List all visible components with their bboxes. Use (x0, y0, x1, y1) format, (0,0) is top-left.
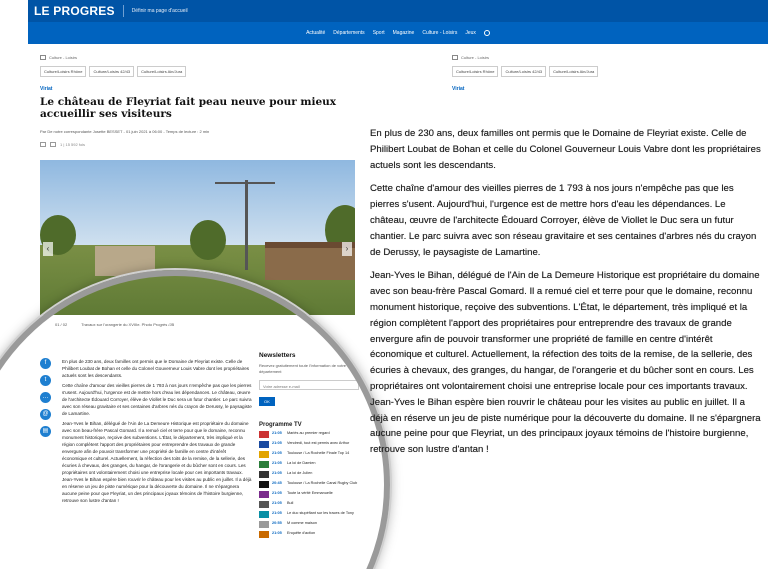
set-homepage-link[interactable]: Définir ma page d'accueil (131, 8, 188, 14)
photo-caption: Travaux sur l'orangerie du XVIIIe. Photo Progrès /JB (81, 322, 175, 327)
photo-prev-icon[interactable]: ‹ (43, 242, 53, 256)
paragraph: Cette chaîne d'amour des vieilles pierres de 1 793 à nos jours n'empêche pas que les pierres s'usent. Aujourd'hui, l'urgence est de mettre hors d'eau les dépendances. Le château, œuvre de l'architecte Édouard Corroyer, élève de Viollet le Duc sera un futur chantier. Le parc suivra avec son réseau gravitaire et ses centaines d'arbres nés du crayon de Derussy, le paysagiste de Lamartine. (62, 383, 252, 416)
channel-logo-icon (259, 431, 269, 438)
channel-logo-icon (259, 521, 269, 528)
list-item[interactable] (259, 441, 359, 448)
nav-magazine[interactable]: Magazine (392, 30, 415, 36)
tag-ain-jura[interactable]: Culture/Loisirs Ain/Jura (549, 66, 598, 77)
subscribe-button[interactable]: OK (259, 397, 275, 406)
list-item[interactable] (259, 491, 359, 498)
list-item[interactable] (259, 501, 359, 508)
photo-next-icon[interactable]: › (342, 242, 352, 256)
paragraph: Jean-Yves le Bihan, délégué de l'Ain de La Demeure Historique est propriétaire du domaine avec son beau-frère Pascal Gomard. Il a remué ciel et terre pour que le domaine, reconnu monument historique, reçoive des subventions. L'État, le département, très impliqué et la région complètent l'apport des propriétaires pour entreprendre des travaux de grande envergure afin de pouvoir transformer une propriété de famille en centre d'intérêt économique et culturel. Actuellement, la réfection des toits de la remise, de la sellerie, des écuries à chevaux, des granges, du hangar, de l'orangerie et du bûcher sont en cours. Les propriétaires ont volontairement choisi une entreprise locale pour ces importants travaux. Jean-Yves le Bihan espère bien rouvrir le château pour les visites au public en juillet. Il a déjà en réserve un jeu de piste numérique pour la découverte du domaine. Il ne s'épargnera aucune peine pour que Fleyriat, un des principaux joyaux témoins de l'histoire burgienne, retrouve son lustre d'antan ! (62, 421, 252, 503)
photo-crane (245, 180, 248, 270)
list-item[interactable] (259, 481, 359, 488)
tv-show: Le duc stupéfiant sur les traces de Tony (287, 511, 354, 515)
email-icon[interactable]: @ (40, 409, 51, 420)
breadcrumb (40, 55, 360, 60)
nav-departements[interactable]: Départements (333, 30, 365, 36)
tv-time: 21:05 (272, 511, 282, 515)
tv-show: Bull (287, 501, 294, 505)
tag-42-43[interactable]: Culture/Loisirs 42/43 (501, 66, 546, 77)
paragraph: Jean-Yves le Bihan, délégué de l'Ain de La Demeure Historique est propriétaire du domaine avec son beau-frère Pascal Gomard. Il a remué ciel et terre pour que le domaine, reconnu monument historique, reçoive des subventions. L'État, le département, très impliqué et la région complètent l'apport des propriétaires pour entreprendre des travaux de grande envergure afin de pouvoir transformer une propriété de famille en centre d'intérêt économique et culturel. Actuellement, la réfection des toits de la remise, de la sellerie, des écuries à chevaux, des granges, du hangar, de l'orangerie et du bûcher sont en cours. Les propriétaires ont volontairement choisi une entreprise locale pour ces importants travaux. Jean-Yves le Bihan espère bien rouvrir le château pour les visites au public en juillet. Il a déjà en réserve un jeu de piste numérique pour la découverte du domaine. Il ne s'épargnera aucune peine pour que Fleyriat, un des principaux joyaux témoins de l'histoire burgienne, retrouve son lustre d'antan ! (370, 270, 761, 456)
nav-sport[interactable]: Sport (372, 30, 385, 36)
tv-time: 20:45 (272, 481, 282, 485)
photo-caption-row (55, 322, 355, 327)
tv-list (259, 431, 359, 538)
search-icon[interactable] (484, 30, 490, 36)
list-item[interactable] (259, 461, 359, 468)
tv-show: Toulouse / La Rochelle Finale Top 14 (287, 451, 350, 455)
twitter-icon[interactable]: t (40, 375, 51, 386)
paragraph: En plus de 230 ans, deux familles ont permis que le Domaine de Fleyriat existe. Celle de Philibert Loubat de Bohan et celle du Colonel Gouverneur Louis Vabre dont les propriétaires actuels sont les descendants. (62, 359, 250, 378)
tv-show: Toute la vérité Emmanuelle (287, 491, 333, 495)
breadcrumb-item[interactable]: Culture - Loisirs (461, 55, 490, 60)
header-divider (123, 5, 124, 17)
view-counter: 1 | 15 592 fois (60, 142, 86, 147)
tv-time: 21:05 (272, 461, 282, 465)
facebook-icon[interactable]: f (40, 358, 51, 369)
list-item[interactable] (259, 471, 359, 478)
channel-logo-icon (259, 531, 269, 538)
comment-icon[interactable]: … (40, 392, 51, 403)
tv-time: 21:05 (272, 501, 282, 505)
tag-list (452, 66, 762, 77)
tv-show: La loi de Julien (287, 471, 313, 475)
tag-rhone[interactable]: Culture/Loisirs Rhône (40, 66, 86, 77)
photo-counter: 01 / 02 (55, 322, 68, 327)
channel-logo-icon (259, 481, 269, 488)
list-item[interactable] (259, 451, 359, 458)
paragraph: En plus de 230 ans, deux familles ont permis que le Domaine de Fleyriat existe. Celle de Philibert Loubat de Bohan et celle du Colonel Gouverneur Louis Vabre dont les propriétaires actuels sont les descendants. (370, 128, 761, 171)
article-header-right (452, 55, 762, 92)
tv-show: Enquête d'action (287, 531, 316, 535)
tv-show: Mariés au premier regard (287, 431, 330, 435)
channel-logo-icon (259, 491, 269, 498)
tv-show: La loi de Damien (287, 461, 316, 465)
article-photo[interactable] (40, 160, 355, 315)
list-item[interactable] (259, 521, 359, 528)
article-title: Le château de Fleyriat fait peau neuve pour mieux accueillir ses visiteurs (40, 96, 337, 120)
newsletter-title: Newsletters (259, 352, 296, 359)
paragraph: Cette chaîne d'amour des vieilles pierres de 1 793 à nos jours n'empêche pas que les pierres s'usent. Aujourd'hui, l'urgence est de mettre hors d'eau les dépendances. Le château, œuvre de l'architecte Édouard Corroyer, élève de Viollet le Duc sera un futur chantier. Le parc suivra avec son réseau gravitaire et ses centaines d'arbres nés du crayon de Derussy, le paysagiste de Lamartine. (370, 183, 757, 258)
channel-logo-icon (259, 441, 269, 448)
list-item[interactable] (259, 531, 359, 538)
tv-time: 21:05 (272, 431, 282, 435)
site-header (28, 0, 768, 22)
nav-culture-loisirs[interactable]: Culture - Loisirs (422, 30, 458, 36)
article-rubric[interactable]: Viriat (452, 86, 465, 92)
comment-icon[interactable] (40, 142, 46, 147)
tag-ain-jura[interactable]: Culture/Loisirs Ain/Jura (137, 66, 186, 77)
share-bar (40, 358, 51, 437)
tv-time: 21:05 (272, 471, 282, 475)
channel-logo-icon (259, 471, 269, 478)
tv-time: 21:05 (272, 451, 282, 455)
list-item[interactable] (259, 431, 359, 438)
channel-logo-icon (259, 501, 269, 508)
article-header (40, 55, 360, 147)
tv-time: 21:05 (272, 491, 282, 495)
tv-time: 20:55 (272, 521, 282, 525)
tag-rhone[interactable]: Culture/Loisirs Rhône (452, 66, 498, 77)
article-body-zoomed (370, 126, 762, 466)
home-icon[interactable] (452, 55, 458, 60)
newsletter-text: Recevez gratuitement toute l'information de votre département (259, 363, 347, 374)
breadcrumb-item[interactable]: Culture - Loisirs (49, 55, 78, 60)
photo-crane-arm (215, 182, 275, 184)
site-logo[interactable]: LE PROGRES (34, 4, 115, 18)
breadcrumb (452, 55, 762, 60)
email-field[interactable]: Votre adresse e-mail (259, 380, 359, 390)
photo-house (95, 246, 155, 276)
tag-list (40, 66, 360, 77)
nav-jeux[interactable]: Jeux (465, 30, 476, 36)
bookmark-icon[interactable] (50, 142, 56, 147)
tv-time: 21:05 (272, 441, 282, 445)
channel-logo-icon (259, 461, 269, 468)
article-byline: Par De notre correspondante Josette BESSET - 01 juin 2021 à 06:00 - Temps de lecture : 2 min (40, 129, 210, 134)
channel-logo-icon (259, 511, 269, 518)
sidebar (259, 352, 359, 541)
tv-show: Toulouse / La Rochelle Canal Rugby Club (287, 481, 358, 485)
channel-logo-icon (259, 451, 269, 458)
tv-title: Programme TV (259, 422, 302, 428)
photo-tree (190, 220, 226, 260)
tv-show: M comme maison (287, 521, 317, 525)
home-icon[interactable] (40, 55, 46, 60)
article-tools (40, 142, 360, 147)
list-item[interactable] (259, 511, 359, 518)
nav-actualite[interactable]: Actualité (306, 30, 326, 36)
article-rubric[interactable]: Viriat (40, 86, 53, 92)
tv-show: Vendredi, tout est permis avec Arthur (287, 441, 350, 445)
main-nav (28, 22, 768, 44)
tv-time: 21:05 (272, 531, 282, 535)
article-body-small (62, 358, 252, 507)
print-icon[interactable]: ▤ (40, 426, 51, 437)
tag-42-43[interactable]: Culture/Loisirs 42/43 (89, 66, 134, 77)
